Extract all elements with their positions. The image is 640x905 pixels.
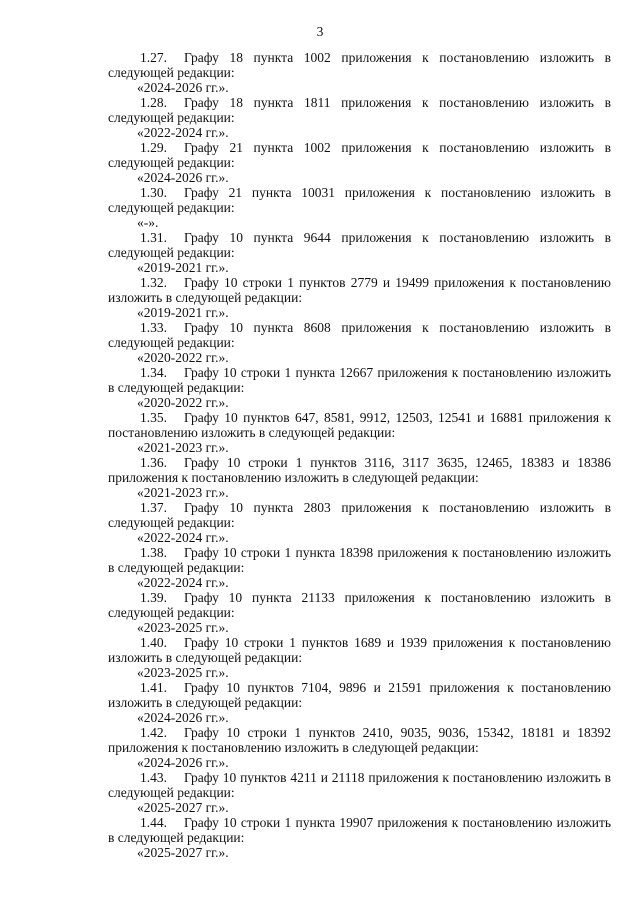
item-value: «2020-2022 гг.». <box>137 395 229 410</box>
item-number: 1.33. <box>140 320 167 335</box>
item-number: 1.29. <box>140 140 167 155</box>
item-number: 1.30. <box>140 185 167 200</box>
item-value: «2024-2026 гг.». <box>137 710 229 725</box>
item-value: «2024-2026 гг.». <box>137 170 229 185</box>
item-number: 1.36. <box>140 455 167 470</box>
item-number: 1.42. <box>140 725 167 740</box>
item-paragraph <box>108 95 611 125</box>
item-number: 1.38. <box>140 545 167 560</box>
item-number: 1.44. <box>140 815 167 830</box>
list-item <box>108 590 611 635</box>
item-number: 1.39. <box>140 590 167 605</box>
item-text: Графу 10 строки 1 пункта 12667 приложения к постановлению изложить в следующей редакции: <box>108 365 611 395</box>
list-item <box>108 185 611 230</box>
item-paragraph <box>108 455 611 485</box>
item-paragraph <box>108 500 611 530</box>
item-text: Графу 21 пункта 10031 приложения к постановлению изложить в следующей редакции: <box>108 185 611 215</box>
item-paragraph <box>108 365 611 395</box>
item-value: «2019-2021 гг.». <box>137 260 229 275</box>
item-text: Графу 10 пунктов 647, 8581, 9912, 12503, 12541 и 16881 приложения к постановлению изложить в следующей редакции: <box>108 410 611 440</box>
list-item <box>108 680 611 725</box>
item-value: «2021-2023 гг.». <box>137 485 229 500</box>
list-item <box>108 500 611 545</box>
item-paragraph <box>108 50 611 80</box>
list-item <box>108 455 611 500</box>
list-item <box>108 545 611 590</box>
list-item <box>108 410 611 455</box>
item-number: 1.43. <box>140 770 167 785</box>
item-paragraph <box>108 545 611 575</box>
item-value: «2021-2023 гг.». <box>137 440 229 455</box>
item-value: «2025-2027 гг.». <box>137 845 229 860</box>
item-paragraph <box>108 185 611 215</box>
item-value: «2022-2024 гг.». <box>137 575 229 590</box>
item-text: Графу 10 пунктов 7104, 9896 и 21591 приложения к постановлению изложить в следующей редакции: <box>108 680 611 710</box>
item-value: «2024-2026 гг.». <box>137 755 229 770</box>
item-number: 1.31. <box>140 230 167 245</box>
list-item <box>108 230 611 275</box>
item-value: «2024-2026 гг.». <box>137 80 229 95</box>
item-text: Графу 10 строки 1 пунктов 3116, 3117 3635, 12465, 18383 и 18386 приложения к постановлению изложить в следующей редакции: <box>108 455 611 485</box>
item-text: Графу 10 строки 1 пунктов 2779 и 19499 приложения к постановлению изложить в следующей редакции: <box>108 275 611 305</box>
item-text: Графу 10 строки 1 пункта 19907 приложения к постановлению изложить в следующей редакции: <box>108 815 611 845</box>
item-value: «2025-2027 гг.». <box>137 800 229 815</box>
item-paragraph <box>108 410 611 440</box>
list-item <box>108 140 611 185</box>
list-item <box>108 815 611 860</box>
item-number: 1.27. <box>140 50 167 65</box>
item-paragraph <box>108 725 611 755</box>
item-value: «2020-2022 гг.». <box>137 350 229 365</box>
item-value: «2022-2024 гг.». <box>137 530 229 545</box>
item-paragraph <box>108 590 611 620</box>
item-paragraph <box>108 320 611 350</box>
item-number: 1.41. <box>140 680 167 695</box>
item-text: Графу 18 пункта 1811 приложения к постановлению изложить в следующей редакции: <box>108 95 611 125</box>
item-text: Графу 10 строки 1 пункта 18398 приложения к постановлению изложить в следующей редакции: <box>108 545 611 575</box>
item-text: Графу 21 пункта 1002 приложения к постановлению изложить в следующей редакции: <box>108 140 611 170</box>
item-text: Графу 10 пункта 9644 приложения к постановлению изложить в следующей редакции: <box>108 230 611 260</box>
item-number: 1.34. <box>140 365 167 380</box>
item-text: Графу 10 пункта 2803 приложения к постановлению изложить в следующей редакции: <box>108 500 611 530</box>
item-text: Графу 10 пункта 21133 приложения к постановлению изложить в следующей редакции: <box>108 590 611 620</box>
item-text: Графу 10 строки 1 пунктов 1689 и 1939 приложения к постановлению изложить в следующей редакции: <box>108 635 611 665</box>
item-paragraph <box>108 680 611 710</box>
item-paragraph <box>108 770 611 800</box>
list-item <box>108 320 611 365</box>
item-number: 1.37. <box>140 500 167 515</box>
list-item <box>108 635 611 680</box>
item-paragraph <box>108 140 611 170</box>
item-text: Графу 10 пунктов 4211 и 21118 приложения к постановлению изложить в следующей редакции: <box>108 770 611 800</box>
item-text: Графу 10 строки 1 пунктов 2410, 9035, 9036, 15342, 18181 и 18392 приложения к постановлению изложить в следующей редакции: <box>108 725 611 755</box>
page-number: 3 <box>316 24 324 39</box>
item-number: 1.40. <box>140 635 167 650</box>
list-item <box>108 770 611 815</box>
list-item <box>108 95 611 140</box>
item-value: «2019-2021 гг.». <box>137 305 229 320</box>
list-item <box>108 725 611 770</box>
item-value: «2022-2024 гг.». <box>137 125 229 140</box>
item-value: «2023-2025 гг.». <box>137 665 229 680</box>
item-paragraph <box>108 275 611 305</box>
item-paragraph <box>108 815 611 845</box>
item-paragraph <box>108 635 611 665</box>
list-item <box>108 50 611 95</box>
list-item <box>108 365 611 410</box>
item-paragraph <box>108 230 611 260</box>
item-text: Графу 10 пункта 8608 приложения к постановлению изложить в следующей редакции: <box>108 320 611 350</box>
item-value: «-». <box>137 215 159 230</box>
item-number: 1.35. <box>140 410 167 425</box>
item-value: «2023-2025 гг.». <box>137 620 229 635</box>
list-item <box>108 275 611 320</box>
item-text: Графу 18 пункта 1002 приложения к постановлению изложить в следующей редакции: <box>108 50 611 80</box>
document-body <box>108 50 611 860</box>
item-number: 1.32. <box>140 275 167 290</box>
item-number: 1.28. <box>140 95 167 110</box>
